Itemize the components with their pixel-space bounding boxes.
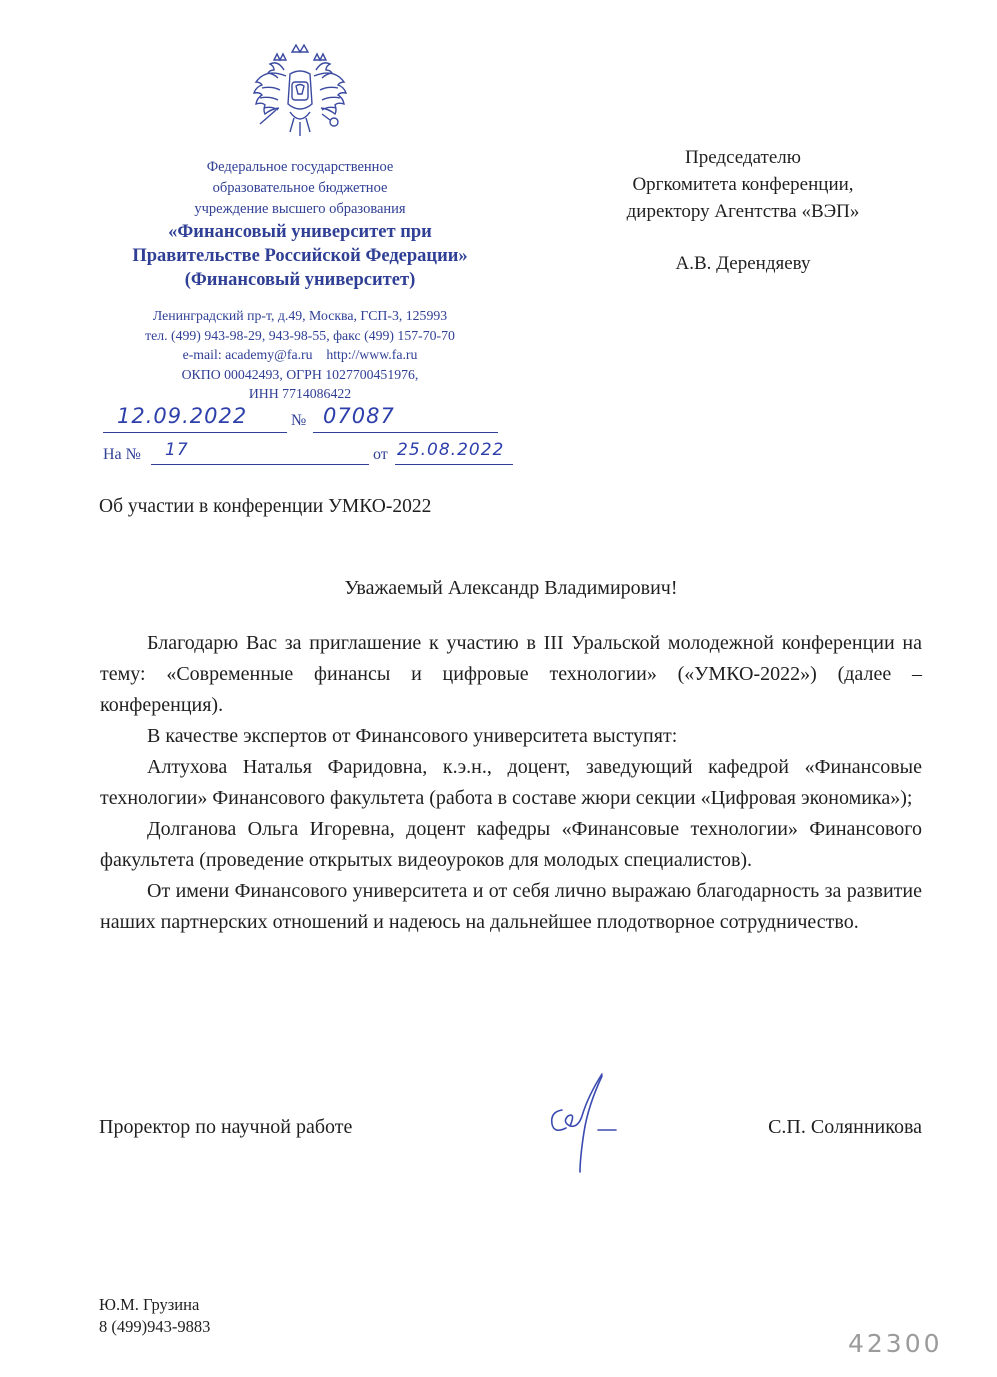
outgoing-number: 07087 bbox=[323, 404, 395, 428]
body-paragraph: Долганова Ольга Игоревна, доцент кафедры «Финансовые технологии» Финансового факультета (проведение открытых видеоуроков для молодых специалистов). bbox=[100, 818, 922, 871]
signatory-title: Проректор по научной работе bbox=[99, 1116, 353, 1138]
ref-label: На № bbox=[103, 446, 141, 463]
org-type-line1: Федеральное государственное bbox=[206, 159, 394, 175]
org-email: e-mail: academy@fa.ru bbox=[182, 347, 313, 362]
addressee-line3: директору Агентства «ВЭП» bbox=[626, 201, 860, 222]
coat-of-arms-icon bbox=[246, 38, 354, 146]
org-type-line2: образовательное бюджетное bbox=[212, 180, 388, 196]
org-okpo-ogrn: ОКПО 00042493, ОГРН 1027700451976, bbox=[181, 366, 419, 382]
letter-subject: Об участии в конференции УМКО-2022 bbox=[99, 496, 432, 517]
ref-date: 25.08.2022 bbox=[397, 440, 505, 460]
ref-number: 17 bbox=[165, 440, 189, 460]
organization-contacts bbox=[95, 306, 505, 404]
body-paragraph: Алтухова Наталья Фаридовна, к.э.н., доцент, заведующий кафедрой «Финансовые технологии» Финансового факультета (работа в составе жюри секции «Цифровая экономика»); bbox=[100, 756, 922, 809]
registration-reference bbox=[103, 440, 513, 470]
org-type-line3: учреждение высшего образования bbox=[194, 201, 406, 217]
signature-icon bbox=[540, 1068, 630, 1178]
salutation: Уважаемый Александр Владимирович! bbox=[344, 577, 678, 599]
org-phones: тел. (499) 943-98-29, 943-98-55, факс (499) 157-70-70 bbox=[145, 327, 455, 343]
executor-name: Ю.М. Грузина bbox=[99, 1295, 200, 1314]
executor-info bbox=[99, 1294, 210, 1338]
org-web bbox=[95, 345, 505, 365]
number-sign: № bbox=[291, 412, 307, 429]
addressee-block bbox=[590, 144, 896, 225]
org-website: http://www.fa.ru bbox=[326, 347, 418, 362]
organization-header bbox=[90, 157, 510, 292]
org-name-line1: «Финансовый университет при bbox=[168, 222, 432, 242]
addressee-line2: Оргкомитета конференции, bbox=[632, 174, 854, 195]
outgoing-date: 12.09.2022 bbox=[117, 404, 248, 428]
addressee-line1: Председателю bbox=[685, 147, 801, 168]
body-paragraph: Благодарю Вас за приглашение к участию в III Уральской молодежной конференции на тему: «Современные финансы и цифровые технологии» («УМКО-2022») (далее – конференция). bbox=[100, 632, 922, 716]
letter-body bbox=[100, 628, 922, 938]
org-address: Ленинградский пр-т, д.49, Москва, ГСП-3, 125993 bbox=[152, 308, 448, 323]
from-label: от bbox=[373, 446, 388, 463]
body-paragraph: От имени Финансового университета и от себя лично выражаю благодарность за развитие наших партнерских отношений и надеюсь на дальнейшее плодотворное сотрудничество. bbox=[100, 880, 922, 933]
document-number: 42300 bbox=[848, 1329, 943, 1358]
org-inn: ИНН 7714086422 bbox=[248, 386, 352, 401]
org-name-line2: Правительстве Российской Федерации» bbox=[132, 246, 468, 266]
registration-outgoing bbox=[103, 404, 498, 434]
body-paragraph: В качестве экспертов от Финансового университета выступят: bbox=[147, 725, 678, 747]
signatory-name: С.П. Солянникова bbox=[768, 1116, 922, 1138]
executor-phone: 8 (499)943-9883 bbox=[99, 1317, 211, 1336]
addressee-name: А.В. Дерендяеву bbox=[675, 253, 811, 274]
org-name-line3: (Финансовый университет) bbox=[184, 270, 416, 290]
